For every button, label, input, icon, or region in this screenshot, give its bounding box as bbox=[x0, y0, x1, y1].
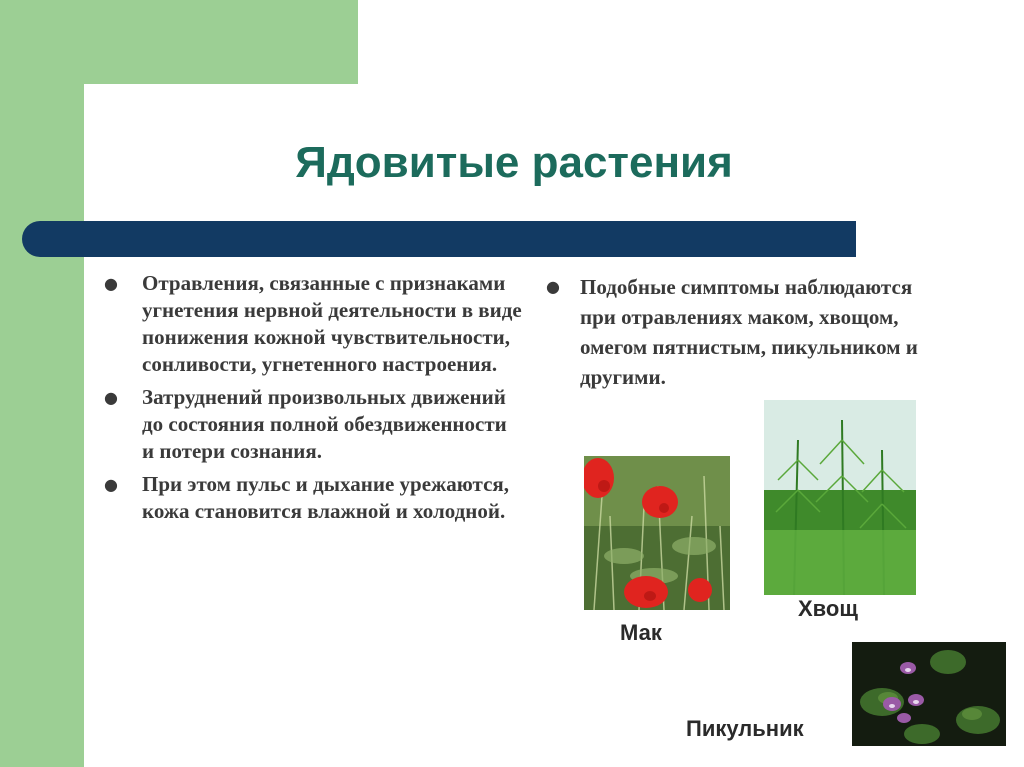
bullet-text: Затруднений произвольных движений до состояния полной обездвиженности и потери сознания. bbox=[142, 385, 507, 463]
poppy-photo bbox=[584, 456, 730, 610]
horsetail-photo bbox=[764, 400, 916, 595]
slide-title: Ядовитые растения bbox=[295, 138, 733, 187]
green-accent-top bbox=[0, 0, 358, 84]
hemp-nettle-caption: Пикульник bbox=[686, 716, 804, 741]
bullet-text: Отравления, связанные с признаками угнетения нервной деятельности в виде понижения кожной чувствительности, сонливости, угнетенного настроения. bbox=[142, 271, 522, 376]
title-divider-bar bbox=[22, 221, 856, 257]
list-item bbox=[104, 270, 524, 378]
bullet-icon: ● bbox=[104, 475, 118, 494]
right-bullet-list bbox=[546, 272, 946, 398]
horsetail-caption: Хвощ bbox=[798, 596, 858, 621]
bullet-icon: ● bbox=[104, 274, 118, 293]
bullet-icon: ● bbox=[104, 388, 118, 407]
poppy-caption: Мак bbox=[620, 620, 662, 645]
list-item bbox=[104, 471, 524, 525]
bullet-icon: ● bbox=[546, 277, 560, 296]
left-bullet-list bbox=[104, 270, 524, 531]
green-accent-left bbox=[0, 0, 84, 767]
bullet-text: Подобные симптомы наблюдаются при отравлениях маком, хвощом, омегом пятнистым, пикульником и другими. bbox=[580, 275, 918, 389]
list-item bbox=[546, 272, 946, 392]
list-item bbox=[104, 384, 524, 465]
hemp-nettle-photo bbox=[852, 642, 1006, 746]
bullet-text: При этом пульс и дыхание урежаются, кожа становится влажной и холодной. bbox=[142, 472, 510, 523]
